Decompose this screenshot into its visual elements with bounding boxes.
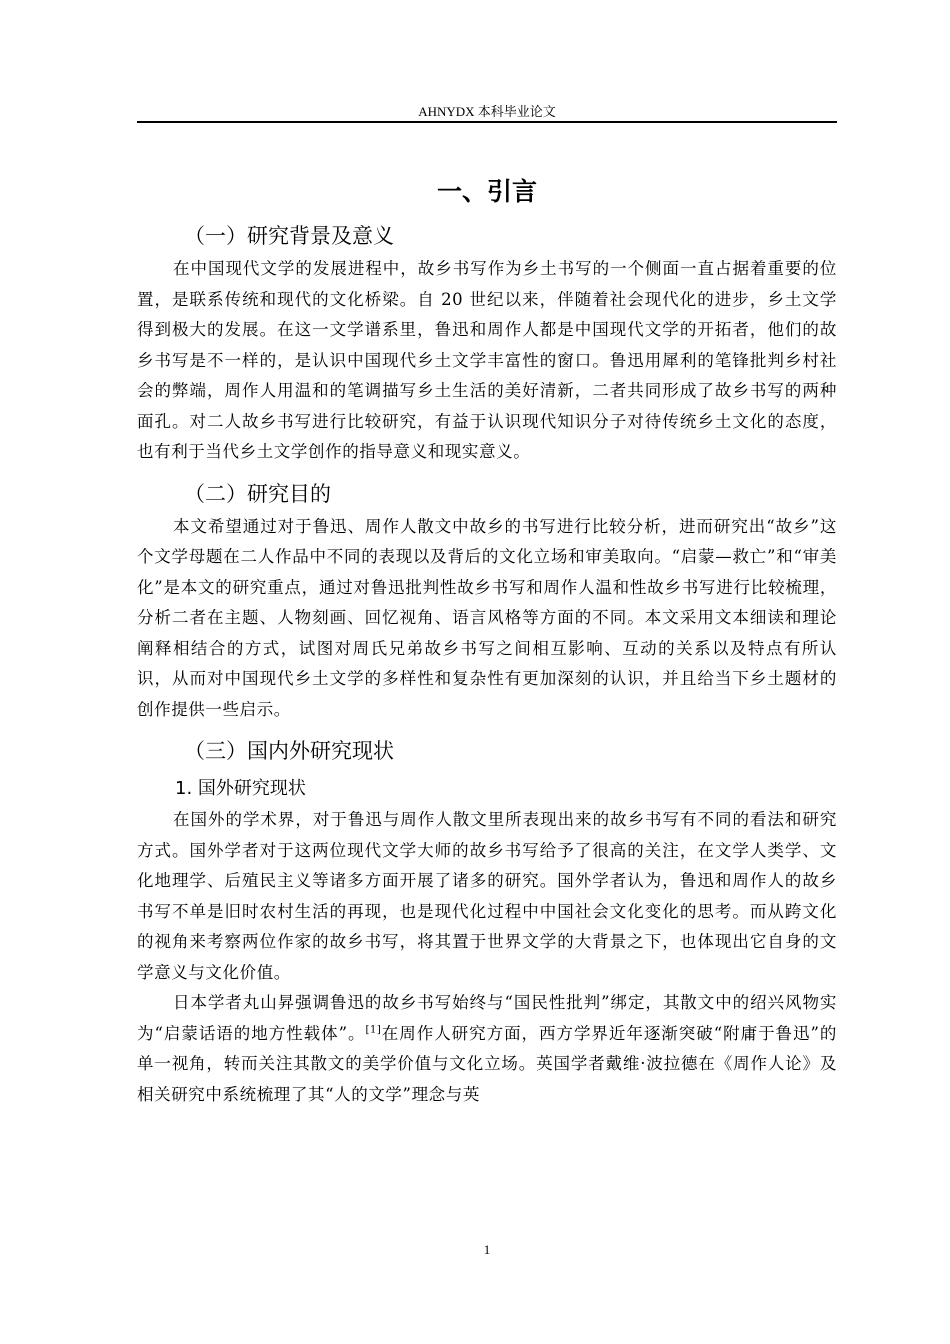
section-heading-status: （三）国内外研究现状 <box>184 739 394 763</box>
section-heading-purpose: （二）研究目的 <box>184 481 331 506</box>
paragraph-background: 在中国现代文学的发展进程中，故乡书写作为乡土书写的一个侧面一直占据着重要的位置，是联系传统和现代的文化桥梁。自 20 世纪以来，伴随着社会现代化的进步，乡土文学得到极大的发展。在这一文学谱系里，鲁迅和周作人都是中国现代文学的开拓者，他们的故乡书写是不一样的，是认识中国现代乡土文学丰富性的窗口。鲁迅用犀利的笔锋批判乡村社会的弊端，周作人用温和的笔调描写乡土生活的美好清新，二者共同形成了故乡书写的两种面孔。对二人故乡书写进行比较研究，有益于认识现代知识分子对待传统乡土文化的态度，也有利于当代乡土文学创作的指导意义和现实意义。 <box>137 259 837 461</box>
section-heading-background: （一）研究背景及意义 <box>184 224 394 248</box>
citation-marker: [1] <box>365 1024 382 1035</box>
paragraph-foreign-2-text-b: 在周作人研究方面，西方学界近年逐渐突破“附庸于鲁迅”的单一视角，转而关注其散文的美学价值与文化立场。英国学者戴维·波拉德在《周作人论》及相关研究中系统梳理了其“人的文学”理念与英 <box>137 1023 837 1104</box>
chapter-title: 一、引言 <box>436 177 537 206</box>
page-header: AHNYDX 本科毕业论文 <box>418 104 556 119</box>
document-body <box>137 168 837 1110</box>
paragraph-foreign-1: 在国外的学术界，对于鲁迅与周作人散文里所表现出来的故乡书写有不同的看法和研究方式。国外学者对于这两位现代文学大师的故乡书写给予了很高的关注，在文学人类学、文化地理学、后殖民主义等诸多方面开展了诸多的研究。国外学者认为，鲁迅和周作人的故乡书写不单是旧时农村生活的再现，也是现代化过程中中国社会文化变化的思考。而从跨文化的视角来考察两位作家的故乡书写，将其置于世界文学的大背景之下，也体现出它自身的文学意义与文化价值。 <box>137 810 837 982</box>
header-rule <box>137 121 837 123</box>
sub-heading-foreign: 1. 国外研究现状 <box>175 778 306 799</box>
paragraph-foreign-2 <box>137 988 837 1110</box>
paragraph-foreign-2-text-a: 日本学者丸山昇强调鲁迅的故乡书写始终与“国民性批判”绑定，其散文中的绍兴风物实为“启蒙话语的地方性载体”。 <box>137 993 837 1043</box>
paragraph-purpose: 本文希望通过对于鲁迅、周作人散文中故乡的书写进行比较分析，进而研究出“故乡”这个文学母题在二人作品中不同的表现以及背后的文化立场和审美取向。“启蒙—救亡”和“审美化”是本文的研究重点，通过对鲁迅批判性故乡书写和周作人温和性故乡书写进行比较梳理，分析二者在主题、人物刻画、回忆视角、语言风格等方面的不同。本文采用文本细读和理论阐释相结合的方式，试图对周氏兄弟故乡书写之间相互影响、互动的关系以及特点有所认识，从而对中国现代乡土文学的多样性和复杂性有更加深刻的认识，并且给当下乡土题材的创作提供一些启示。 <box>137 516 837 719</box>
page-number: 1 <box>483 1242 491 1257</box>
